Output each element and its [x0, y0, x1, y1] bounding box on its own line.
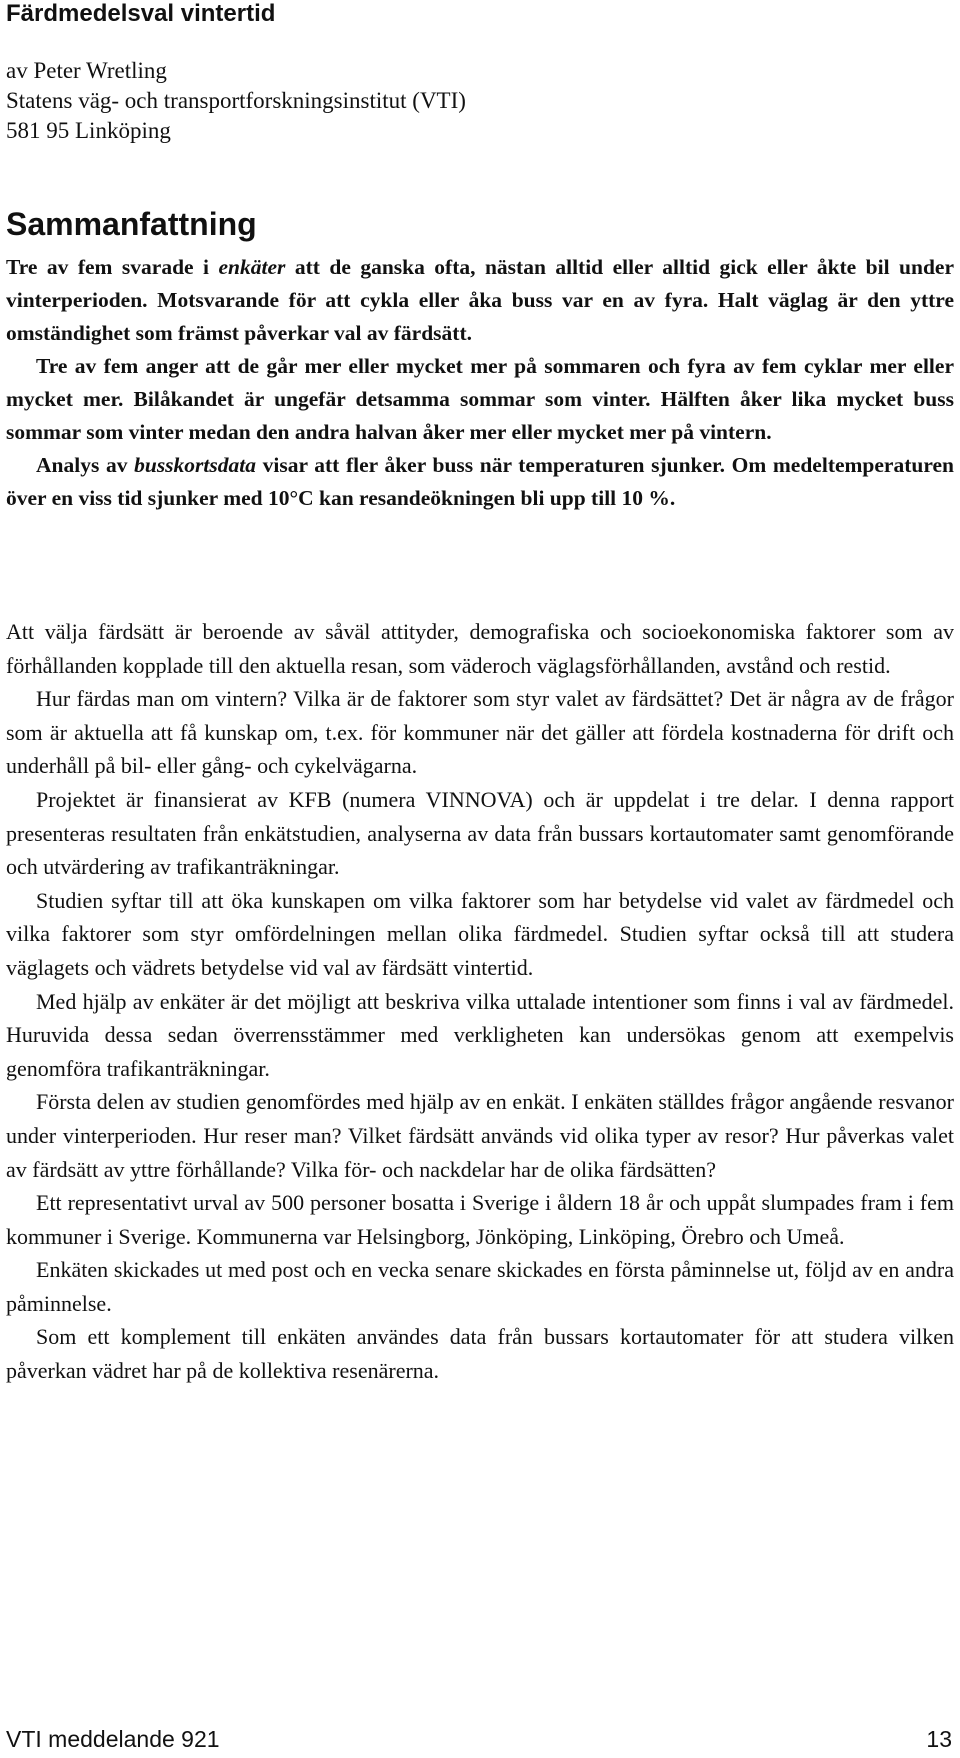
summary-paragraph-3	[6, 449, 954, 515]
summary-paragraph-1	[6, 251, 954, 350]
body-paragraph: Som ett komplement till enkäten användes data från bussars kortautomater för att studera vilken påverkan vädret har på de kollektiva resenärerna.	[6, 1324, 954, 1384]
body-paragraph: Hur färdas man om vintern? Vilka är de faktorer som styr valet av färdsättet? Det är några av de frågor som är aktuella att få kunskap om, t.ex. för kommuner när det gäller att fördela kostnaderna för drift och underhåll på bil- eller gång- och cykelvägarna.	[6, 686, 954, 779]
summary-paragraph-2: Tre av fem anger att de går mer eller mycket mer på sommaren och fyra av fem cyklar mer eller mycket mer. Bilåkandet är ungefär detsamma sommar som vinter. Hälften åker lika mycket buss sommar som vinter medan den andra halvan åker mer eller mycket mer på vintern.	[6, 354, 954, 444]
body-paragraph: Att välja färdsätt är beroende av såväl attityder, demografiska och socioekonomiska faktorer som av förhållanden kopplade till den aktuella resan, som väderoch väglagsförhållanden, avstånd och restid.	[6, 619, 954, 678]
body-section	[6, 615, 954, 1388]
body-paragraph: Första delen av studien genomfördes med hjälp av en enkät. I enkäten ställdes frågor angående resvanor under vinterperioden. Hur reser man? Vilket färdsätt används vid olika typer av resor? Hur påverkas valet av färdsätt av yttre förhållande? Vilka för- och nackdelar har de olika färdsätten?	[6, 1089, 954, 1182]
author-institute: Statens väg- och transportforskningsinstitut (VTI)	[6, 88, 466, 113]
author-byline: av Peter Wretling	[6, 58, 167, 83]
summary-p3-emphasis: busskortsdata	[134, 453, 256, 477]
summary-section	[6, 251, 954, 515]
page-header-title: Färdmedelsval vintertid	[6, 0, 276, 27]
body-paragraph: Enkäten skickades ut med post och en vecka senare skickades en första påminnelse ut, följd av en andra påminnelse.	[6, 1257, 954, 1316]
body-paragraph: Med hjälp av enkäter är det möjligt att beskriva vilka uttalade intentioner som finns i val av färdmedel. Huruvida dessa sedan överrensstämmer med verkligheten kan undersökas genom att exempelvis genomföra trafikanträkningar.	[6, 988, 954, 1081]
body-paragraph: Studien syftar till att öka kunskapen om vilka faktorer som har betydelse vid valet av färdmedel och vilka faktorer som styr omfördelningen mellan olika färdmedel. Studien syftar också till att studera väglagets och vädrets betydelse vid val av färdsätt vintertid.	[6, 887, 954, 980]
summary-heading: Sammanfattning	[6, 206, 257, 242]
author-address: 581 95 Linköping	[6, 118, 171, 143]
summary-p3-text-b: visar att fler åker buss när temperaturen sjunker. Om medeltemperaturen över en viss tid sjunker med 10°C kan resandeökningen bli upp till 10 %.	[6, 453, 954, 510]
summary-p1-text-a: Tre av fem svarade i	[6, 255, 219, 279]
body-paragraph: Ett representativt urval av 500 personer bosatta i Sverige i åldern 18 år och uppåt slumpades fram i fem kommuner i Sverige. Kommunerna var Helsingborg, Jönköping, Linköping, Örebro och Umeå.	[6, 1190, 954, 1249]
body-paragraph: Projektet är finansierat av KFB (numera VINNOVA) och är uppdelat i tre delar. I denna rapport presenteras resultaten från enkätstudien, analyserna av data från bussars kortautomater samt genomförande och utvärdering av trafikanträkningar.	[6, 786, 954, 880]
footer-publication: VTI meddelande 921	[6, 1726, 220, 1752]
summary-p3-text-a: Analys av	[36, 453, 135, 477]
author-block	[6, 56, 466, 146]
summary-p1-text-b: att de ganska ofta, nästan alltid eller alltid gick eller åkte bil under vinterperioden. Motsvarande för att cykla eller åka buss var en av fyra. Halt väglag är den yttre omständighet som främst påverkar val av färdsätt.	[6, 255, 955, 345]
summary-p1-emphasis: enkäter	[218, 255, 286, 279]
footer-page-number: 13	[926, 1726, 952, 1752]
